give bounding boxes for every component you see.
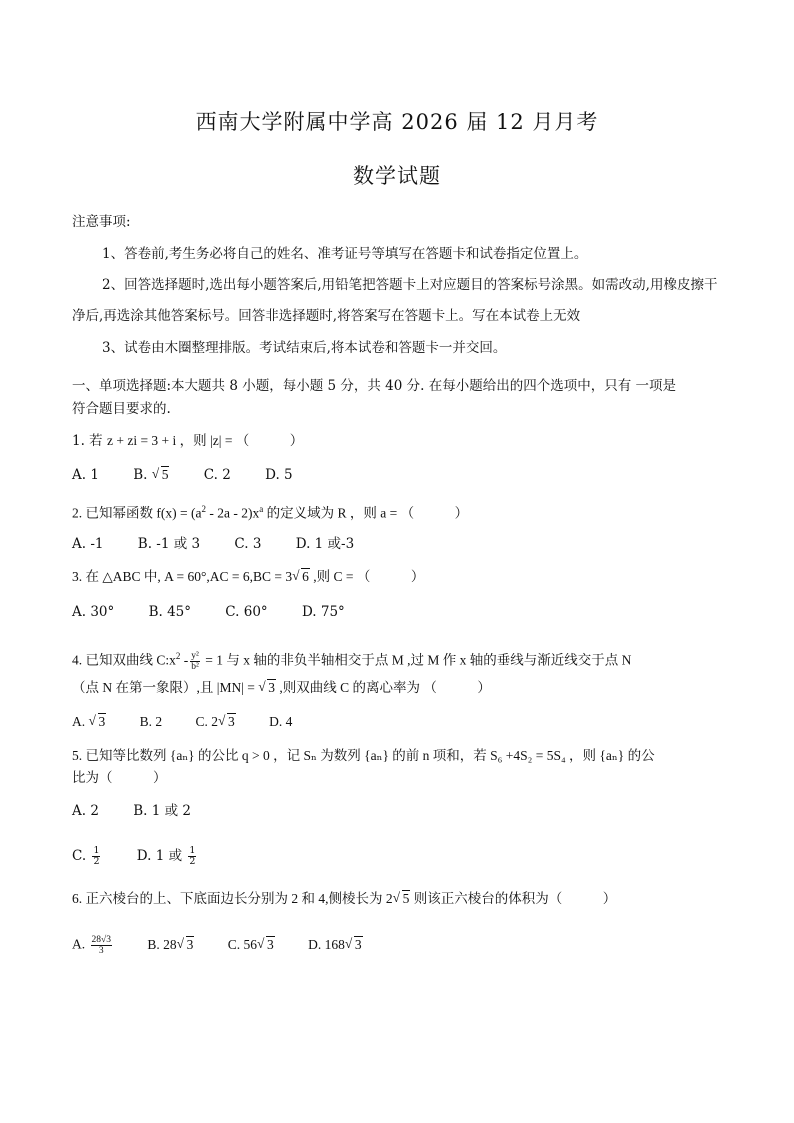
- question-5-line-2: 比为（ ）: [72, 770, 167, 786]
- q5-option-b: B. 1 或 2: [133, 803, 191, 819]
- notice-item-2-line-2: 净后,再选涂其他答案标号。回答非选择题时,将答案写在答题卡上。写在本试卷上无效: [72, 308, 581, 324]
- exam-subtitle: 数学试题: [353, 164, 441, 188]
- q2-option-a: A. -1: [72, 536, 104, 552]
- q4-option-c: C. 2√ 3: [196, 713, 236, 731]
- q1-option-a: A. 1: [72, 467, 99, 483]
- notice-heading: 注意事项:: [72, 214, 131, 230]
- question-5-line-1: 5. 已知等比数列 {aₙ} 的公比 q > 0 ，记 Sₙ 为数列 {aₙ} 的前 n 项和，若 S₆ +4S₂ = 5S₄ ，则 {aₙ} 的公: [72, 748, 655, 763]
- q3-option-d: D. 75°: [301, 604, 345, 620]
- q3-option-a: A. 30°: [72, 604, 115, 620]
- question-2: 2. 已知幂函数 $f(x) = (a^2 - 2a - 2)x^a$ 的定义域为 R ，则 a = （ ）: [72, 504, 469, 521]
- section-1-heading-cont: 符合题目要求的.: [72, 401, 171, 417]
- q5-option-c: C. $\frac{1}{2}$: [72, 845, 100, 867]
- q1-option-b: B. √ 5: [133, 466, 169, 484]
- question-6: 6. 正六棱台的上、下底面边长分别为 2 和 4,侧棱长为 2√ 5 则该正六棱台的体积为（ ）: [72, 890, 732, 908]
- q6-option-b: B. 28√ 3: [147, 936, 194, 954]
- exam-title: 西南大学附属中学高 2026 届 12 月月考: [195, 110, 599, 134]
- question-3-options: [72, 603, 375, 621]
- question-2-options: [72, 535, 384, 553]
- question-3: 3. 在 △ABC 中, A = 60°,AC = 6,BC = 3√ 6 ,则 C = （ ）: [72, 568, 732, 586]
- q2-option-d: D. 1 或-3: [295, 536, 355, 552]
- q6-option-c: C. 56√ 3: [228, 936, 275, 954]
- question-5-options-row-1: [72, 802, 221, 820]
- notice-item-2-line-1: 2、回答选择题时,选出每小题答案后,用铅笔把答题卡上对应题目的答案标号涂黑。如需改动,用橡皮擦干: [102, 277, 718, 293]
- q6-option-a: A. $\frac{28√3}{3}$: [72, 935, 111, 956]
- question-4-options: [72, 713, 322, 731]
- notice-item-1: 1、答卷前,考生务必将自己的姓名、准考证号等填写在答题卡和试卷指定位置上。: [102, 246, 588, 262]
- question-6-options: [72, 935, 393, 956]
- question-4-line-2: （点 N 在第一象限）,且 |MN| = √ 3 ,则双曲线 C 的离心率为 （ ）: [72, 679, 732, 697]
- question-5-options-row-2: [72, 846, 228, 867]
- question-1: 1. 若 z + zi = 3 + i ，则 |z| = （ ）: [72, 433, 304, 449]
- q5-option-d: D. 1 或 $\frac{1}{2}$: [136, 845, 196, 867]
- q4-fraction: $\frac{\text{y²}}{\text{b²}}$: [191, 650, 199, 672]
- q6-option-d: D. 168√ 3: [308, 936, 363, 954]
- question-4-line-1: 4. 已知双曲线 $C:x^2$ - $\frac{\text{y²}}{\text{b²}}$ = 1 与 x 轴的非负半轴相交于点 M ,过 M 作 x 轴的垂线与渐近线交于点 N: [72, 650, 632, 672]
- q2-option-c: C. 3: [234, 536, 262, 552]
- q4-option-d: D. 4: [269, 714, 293, 729]
- notice-item-3: 3、试卷由木圈整理排版。考试结束后,将本试卷和答题卡一并交回。: [102, 340, 507, 356]
- question-1-options: [72, 466, 323, 484]
- q4-option-a: A. √ 3: [72, 713, 106, 731]
- q2-option-b: B. -1 或 3: [137, 536, 201, 552]
- q1-option-c: C. 2: [203, 467, 231, 483]
- section-1-heading: 一、单项选择题:本大题共 8 小题，每小题 5 分，共 40 分. 在每小题给出的四个选项中，只有 一项是: [72, 378, 677, 394]
- q4-option-b: B. 2: [139, 714, 163, 729]
- q5-option-a: A. 2: [72, 803, 99, 819]
- q3-option-b: B. 45°: [148, 604, 191, 620]
- q3-option-c: C. 60°: [225, 604, 268, 620]
- q1-option-d: D. 5: [265, 467, 293, 483]
